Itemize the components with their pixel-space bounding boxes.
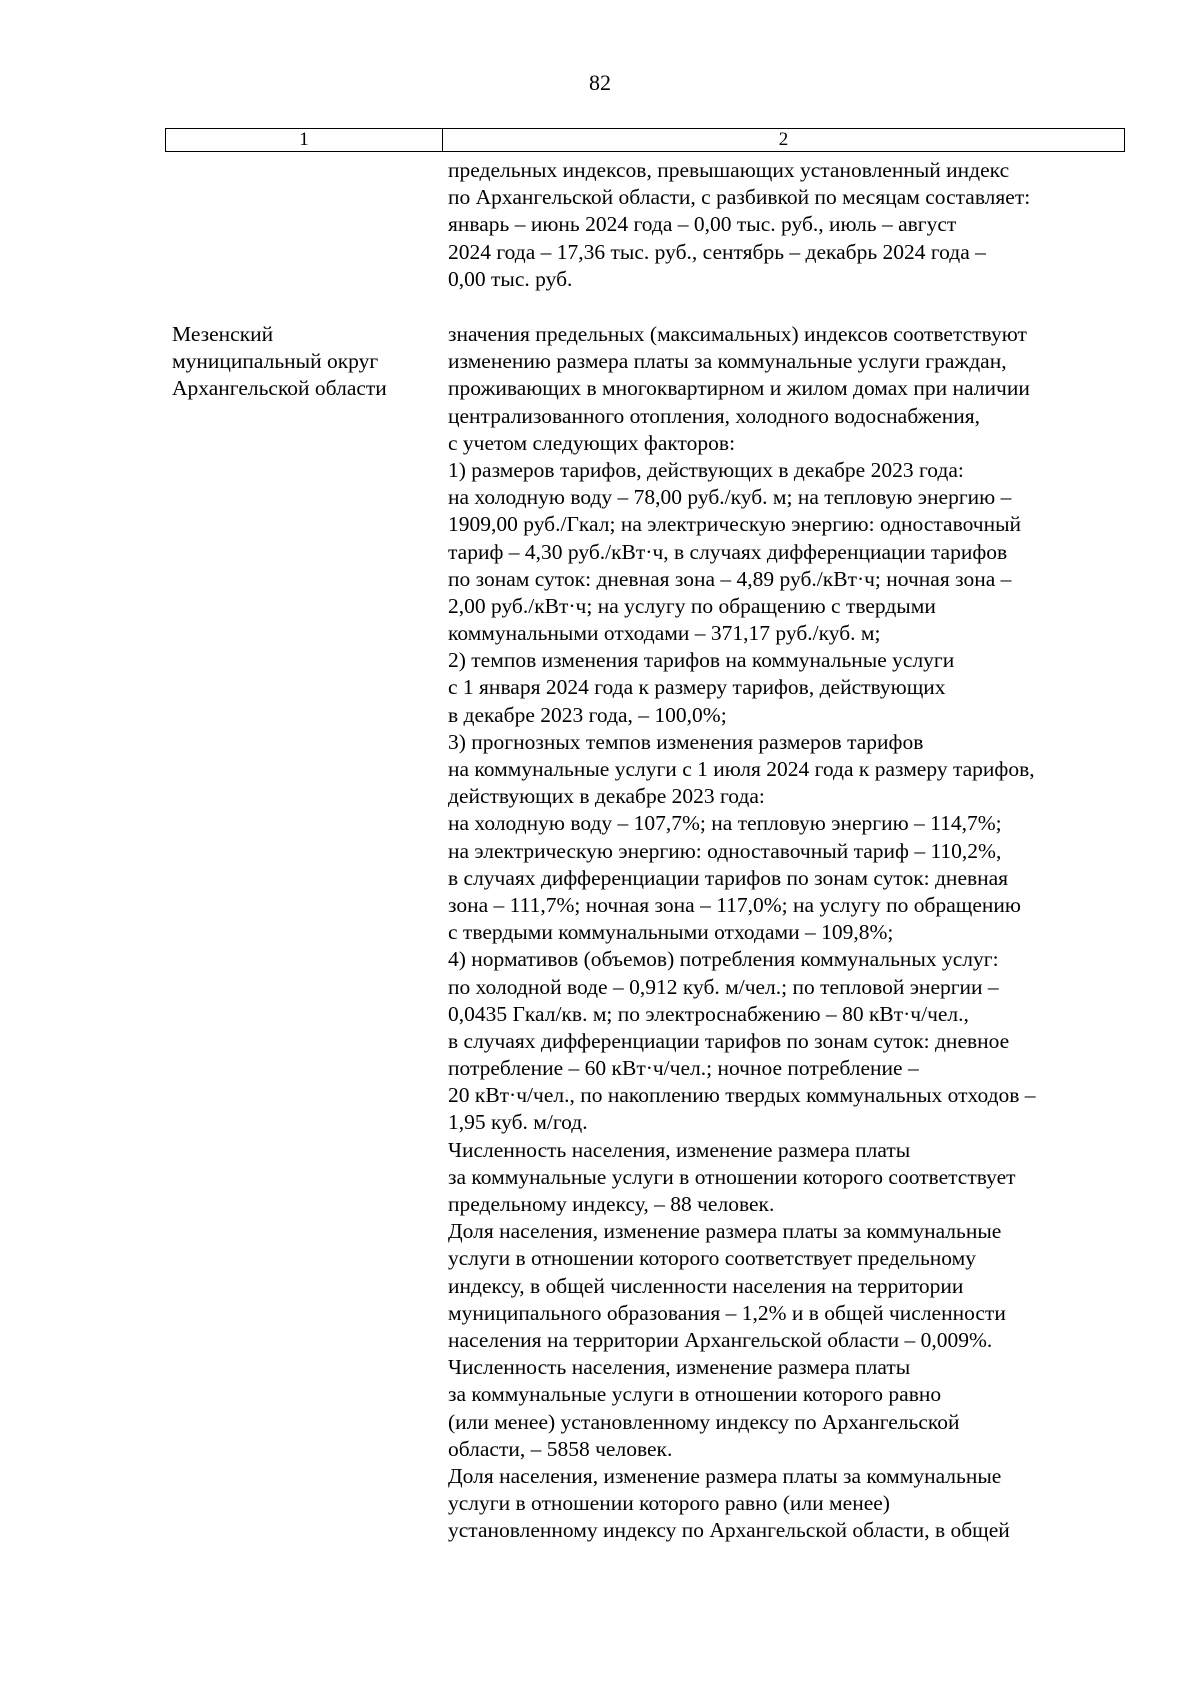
text-line: зона – 111,7%; ночная зона – 117,0%; на услугу по обращению — [448, 892, 1021, 917]
text-line: 20 кВт·ч/чел., по накоплению твердых коммунальных отходов – — [448, 1083, 1036, 1108]
table-header-col-2: 2 — [778, 129, 789, 150]
text-line: предельному индексу, – 88 человек. — [448, 1192, 775, 1216]
text-line: Доля населения, изменение размера платы за коммунальные — [448, 1219, 1002, 1244]
text-line: Доля населения, изменение размера платы за коммунальные — [448, 1463, 1002, 1488]
text-line: 1,95 куб. м/год. — [448, 1110, 588, 1135]
text-line: проживающих в многоквартирном и жилом домах при наличии — [448, 376, 1030, 401]
text-line: 2,00 руб./кВт·ч; на услугу по обращению с твердыми — [448, 593, 936, 618]
region-description — [448, 321, 1128, 1544]
text-line: изменению размера платы за коммунальные услуги граждан, — [448, 349, 1007, 374]
text-line: 2) темпов изменения тарифов на коммунальные услуги — [448, 648, 955, 673]
table-header-row — [165, 128, 1125, 152]
text-line: на коммунальные услуги с 1 июля 2024 года к размеру тарифов, — [448, 757, 1035, 781]
region-name-line: муниципальный округ — [172, 349, 379, 374]
text-line: 0,00 тыс. руб. — [448, 266, 573, 291]
text-line: 1) размеров тарифов, действующих в декабре 2023 года: — [448, 457, 964, 482]
text-line: в случаях дифференциации тарифов по зонам суток: дневное — [448, 1028, 1010, 1053]
text-line: 3) прогнозных темпов изменения размеров тарифов — [448, 729, 924, 754]
text-line: действующих в декабре 2023 года: — [448, 784, 765, 809]
text-line: на электрическую энергию: одноставочный тариф – 110,2%, — [448, 838, 1002, 863]
text-line: установленному индексу по Архангельской области, в общей — [448, 1518, 1010, 1543]
text-line: по зонам суток: дневная зона – 4,89 руб./кВт·ч; ночная зона – — [448, 566, 1012, 591]
text-line: с твердыми коммунальными отходами – 109,8%; — [448, 920, 894, 945]
text-line: по холодной воде – 0,912 куб. м/чел.; по тепловой энергии – — [448, 974, 999, 999]
text-line: в декабре 2023 года, – 100,0%; — [448, 702, 727, 727]
text-line: на холодную воду – 107,7%; на тепловую энергию – 114,7%; — [448, 811, 1002, 836]
text-line: индексу, в общей численности населения на территории — [448, 1273, 964, 1298]
text-line: за коммунальные услуги в отношении которого соответствует — [448, 1164, 1016, 1189]
text-line: в случаях дифференциации тарифов по зонам суток: дневная — [448, 865, 1009, 890]
text-line: муниципального образования – 1,2% и в общей численности — [448, 1300, 1006, 1325]
text-line: предельных индексов, превышающих установленный индекс — [448, 158, 1010, 182]
text-line: 2024 года – 17,36 тыс. руб., сентябрь – декабрь 2024 года – — [448, 239, 986, 264]
table-header-col-1: 1 — [166, 129, 443, 151]
text-line: услуги в отношении которого соответствует предельному — [448, 1246, 976, 1271]
region-name-line: Мезенский — [172, 322, 274, 346]
text-line: Численность населения, изменение размера платы — [448, 1355, 911, 1380]
text-line: услуги в отношении которого равно (или менее) — [448, 1491, 890, 1516]
text-line: за коммунальные услуги в отношении которого равно — [448, 1382, 942, 1407]
text-line: (или менее) установленному индексу по Архангельской — [448, 1409, 960, 1434]
text-line: по Архангельской области, с разбивкой по месяцам составляет: — [448, 185, 1031, 210]
text-line: на холодную воду – 78,00 руб./куб. м; на тепловую энергию – — [448, 485, 1012, 510]
text-line: Численность населения, изменение размера платы — [448, 1137, 911, 1162]
region-name — [172, 321, 442, 403]
text-line: тариф – 4,30 руб./кВт·ч, в случаях дифференциации тарифов — [448, 539, 1008, 564]
text-line: 0,0435 Гкал/кв. м; по электроснабжению – 80 кВт·ч/чел., — [448, 1001, 969, 1026]
text-line: с 1 января 2024 года к размеру тарифов, действующих — [448, 675, 946, 700]
page-number: 82 — [589, 70, 611, 95]
text-line: централизованного отопления, холодного водоснабжения, — [448, 403, 980, 428]
text-line: населения на территории Архангельской области – 0,009%. — [448, 1327, 993, 1352]
text-line: значения предельных (максимальных) индексов соответствуют — [448, 322, 1027, 346]
continuation-text — [448, 157, 1128, 293]
text-line: 4) нормативов (объемов) потребления коммунальных услуг: — [448, 947, 999, 972]
text-line: области, – 5858 человек. — [448, 1436, 673, 1461]
region-name-line: Архангельской области — [172, 376, 387, 401]
text-line: с учетом следующих факторов: — [448, 430, 736, 455]
text-line: 1909,00 руб./Гкал; на электрическую энергию: одноставочный — [448, 512, 1022, 537]
text-line: потребление – 60 кВт·ч/чел.; ночное потребление – — [448, 1056, 919, 1081]
text-line: коммунальными отходами – 371,17 руб./куб. м; — [448, 621, 881, 646]
text-line: январь – июнь 2024 года – 0,00 тыс. руб., июль – август — [448, 212, 957, 237]
